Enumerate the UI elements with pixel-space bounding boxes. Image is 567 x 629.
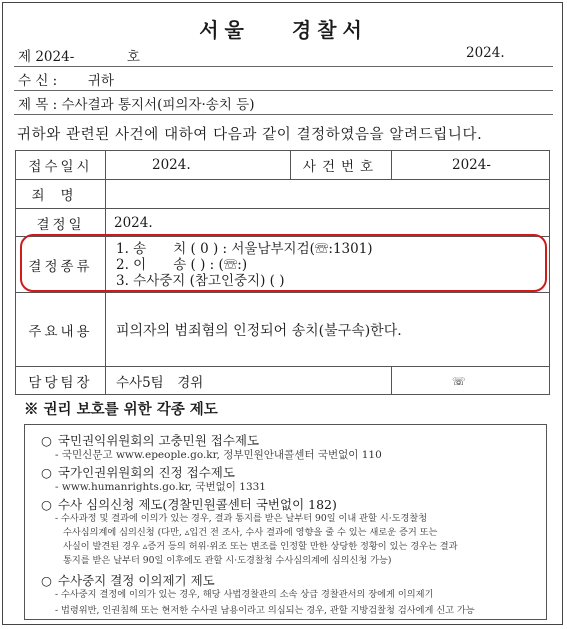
subject-label: 제 목 : — [18, 97, 58, 113]
table-row — [16, 180, 550, 209]
divider-line — [14, 114, 553, 115]
rights-item-detail: - 수사중지 결정에 이의가 있는 경우, 해당 사법경찰관의 소속 상급 경찰관서의 장에게 이의제기 — [55, 589, 434, 600]
rights-item-title: 국민권익위원회의 고충민원 접수제도 — [57, 433, 260, 448]
rights-item-detail: 통지를 받은 날부터 90일 이후에도 관할 시·도경찰청 수사심의계에 심의신청 가능) — [63, 555, 392, 566]
received-value: 2024. — [106, 151, 291, 180]
circle-bullet-icon: ○ — [41, 465, 52, 480]
rights-item-title: 수사중지 결정 이의제기 제도 — [57, 573, 215, 588]
case-number-value: 2024- — [392, 151, 550, 180]
circle-bullet-icon: ○ — [41, 497, 52, 512]
title-station-city: 서울 — [199, 18, 250, 42]
rights-item-title: 국가인권위원회의 진정 접수제도 — [57, 465, 235, 480]
received-label: 접수일시 — [16, 151, 106, 180]
case-number-label: 사건번호 — [291, 151, 392, 180]
decision-option-suspension: 3. 수사중지 (참고인중지) ( ) — [116, 272, 285, 289]
table-row — [16, 209, 550, 237]
officer-value: 수사5팀 경위 — [106, 367, 392, 395]
crime-label: 죄명 — [31, 188, 90, 204]
table-row — [16, 293, 550, 367]
doc-number-row — [18, 45, 140, 65]
rights-item-title: 수사 심의신청 제도(경찰민원콜센터 국번없이 182) — [57, 497, 337, 512]
doc-year: 2024. — [466, 45, 505, 61]
doc-number-label: 제 2024- — [18, 49, 75, 65]
circle-bullet-icon: ○ — [41, 433, 52, 448]
summary-value: 피의자의 범죄혐의 인정되어 송치(불구속)한다. — [106, 293, 550, 367]
decision-type-label: 결정종류 — [16, 237, 106, 293]
decision-date-value: 2024. — [106, 209, 550, 237]
subject-value: 수사결과 통지서(피의자·송치 등) — [61, 97, 255, 113]
document-title — [0, 14, 567, 43]
decision-option-transfer-prosecution: 1. 송 치 ( 0 ) : 서울남부지검(☏:1301) — [116, 240, 373, 257]
intro-text: 귀하와 관련된 사건에 대하여 다음과 같이 결정하였음을 알려드립니다. — [17, 127, 483, 143]
subject-row — [18, 93, 254, 113]
decision-option-transfer: 2. 이 송 ( ) : (☏:) — [116, 256, 248, 273]
rights-item-detail: 사실이 발견된 경우 ▵증거 등의 허위·위조 또는 변조를 인정할 만한 상당한 정황이 있는 경우는 결과 — [63, 541, 458, 552]
recipient-value: 귀하 — [87, 73, 114, 89]
recipient-label: 수 신 : — [18, 73, 58, 89]
summary-label: 주요내용 — [16, 293, 106, 367]
phone-icon: ☏ — [452, 374, 466, 388]
doc-number-suffix: 호 — [126, 49, 140, 65]
table-row — [16, 151, 550, 180]
rights-section-title: ※ 권리 보호를 위한 각종 제도 — [24, 401, 218, 418]
title-station-name: 경찰서 — [291, 18, 368, 42]
rights-item-detail: - 법령위반, 인권침해 또는 현저한 수사권 남용이라고 의심되는 경우, 관할 지방검찰청 검사에게 신고 가능 — [55, 605, 475, 616]
recipient-row — [18, 69, 114, 89]
rights-item-detail: - 수사과정 및 결과에 이의가 있는 경우, 결과 통지를 받은 날부터 90일 이내 관할 시·도경찰청 — [55, 513, 428, 524]
rights-item-detail: - 국민신문고 www.epeople.go.kr, 정부민원안내콜센터 국번없이 110 — [55, 449, 382, 461]
divider-line — [14, 90, 553, 91]
divider-line — [14, 66, 553, 67]
rights-box — [24, 424, 547, 620]
rights-item-detail: 수사심의계에 심의신청 (다만, ▵입건 전 조사, 수사 결과에 영향을 줄 수 있는 새로운 증거 또는 — [63, 527, 438, 538]
officer-phone-cell — [392, 367, 550, 395]
circle-bullet-icon: ○ — [41, 573, 52, 588]
crime-value — [106, 180, 550, 209]
table-row — [16, 367, 550, 395]
rights-item-detail: - www.humanrights.go.kr, 국번없이 1331 — [55, 481, 266, 493]
highlight-oval — [20, 234, 547, 292]
decision-date-label: 결정일 — [16, 209, 106, 237]
officer-label: 담당팀장 — [16, 367, 106, 395]
crime-label-cell — [16, 180, 106, 209]
